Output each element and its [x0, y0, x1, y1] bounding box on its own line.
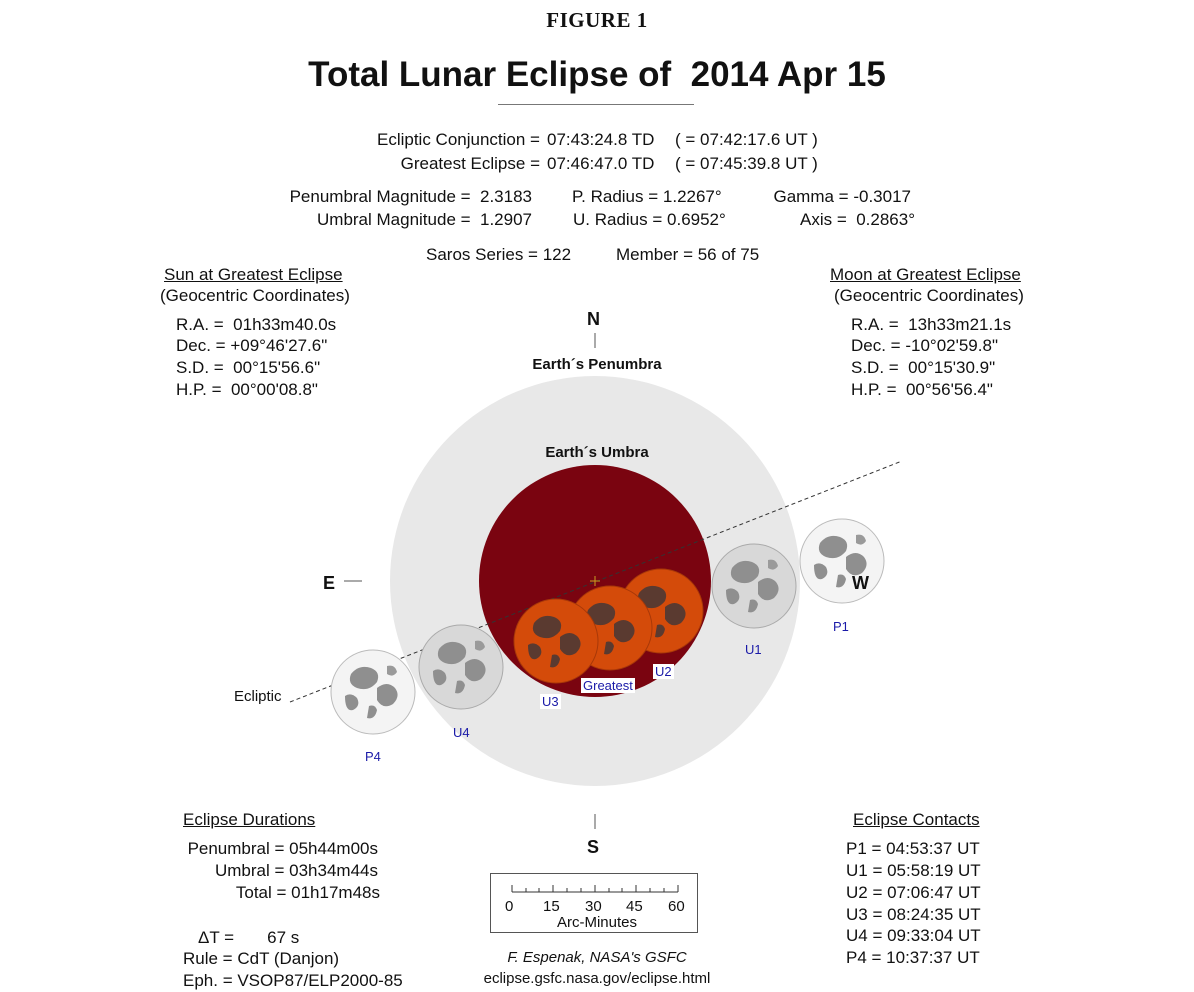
greatest-label: Greatest Eclipse =	[400, 154, 540, 173]
scale-tick-30: 30	[585, 898, 602, 915]
duration-umbral: Umbral = 03h34m44s	[214, 861, 378, 880]
conjunction-label: Ecliptic Conjunction =	[376, 130, 540, 149]
moon-hp: H.P. = 00°56'56.4"	[851, 380, 993, 399]
contact-p4: P4 = 10:37:37 UT	[846, 948, 980, 967]
u-radius: U. Radius = 0.6952°	[573, 210, 726, 229]
greatest-ut: ( = 07:45:39.8 UT )	[675, 154, 818, 173]
sun-ra: R.A. = 01h33m40.0s	[176, 315, 337, 334]
sun-hp: H.P. = 00°00'08.8"	[176, 380, 318, 399]
scale-label: Arc-Minutes	[556, 914, 638, 931]
gamma: Gamma = -0.3017	[773, 187, 911, 206]
moon-ra: R.A. = 13h33m21.1s	[851, 315, 1012, 334]
u2-label: U2	[655, 664, 672, 679]
axis: Axis = 0.2863°	[799, 210, 915, 229]
ecliptic-label: Ecliptic	[234, 688, 282, 705]
p1-label: P1	[833, 619, 849, 634]
credit-url: eclipse.gsfc.nasa.gov/eclipse.html	[483, 970, 711, 987]
ephemeris: Eph. = VSOP87/ELP2000-85	[183, 971, 403, 990]
delta-t: ΔT = 67 s	[198, 928, 300, 947]
moon-subheading: (Geocentric Coordinates)	[834, 286, 1024, 305]
south-label: S	[587, 837, 600, 857]
north-label: N	[587, 309, 600, 329]
sun-dec: Dec. = +09°46'27.6"	[176, 336, 328, 355]
figure-label: FIGURE 1	[546, 8, 648, 32]
penumbral-magnitude: Penumbral Magnitude = 2.3183	[289, 187, 532, 206]
moon-u1	[712, 544, 796, 628]
u3-label: U3	[542, 694, 559, 709]
durations-heading: Eclipse Durations	[183, 810, 316, 829]
scale-tick-45: 45	[626, 898, 643, 915]
scale-tick-60: 60	[668, 898, 685, 915]
scale-tick-0: 0	[505, 898, 514, 915]
sun-sd: S.D. = 00°15'56.6"	[176, 358, 321, 377]
duration-penumbral: Penumbral = 05h44m00s	[187, 839, 378, 858]
umbral-magnitude: Umbral Magnitude = 1.2907	[317, 210, 532, 229]
moon-p4	[331, 650, 415, 734]
umbra-label: Earth´s Umbra	[545, 444, 649, 461]
conjunction-ut: ( = 07:42:17.6 UT )	[675, 130, 818, 149]
contact-u2: U2 = 07:06:47 UT	[846, 883, 981, 902]
contact-p1: P1 = 04:53:37 UT	[846, 839, 980, 858]
eclipse-title: Total Lunar Eclipse of 2014 Apr 15	[308, 55, 886, 94]
contacts-heading: Eclipse Contacts	[853, 810, 980, 829]
sun-heading: Sun at Greatest Eclipse	[164, 265, 343, 284]
saros-series: Saros Series = 122	[426, 245, 572, 264]
rule: Rule = CdT (Danjon)	[183, 949, 340, 968]
west-label: W	[852, 573, 869, 593]
moon-heading: Moon at Greatest Eclipse	[830, 265, 1021, 284]
sun-subheading: (Geocentric Coordinates)	[160, 286, 350, 305]
p4-label: P4	[365, 749, 381, 764]
scale-tick-15: 15	[543, 898, 560, 915]
moon-dec: Dec. = -10°02'59.8"	[851, 336, 998, 355]
moon-sd: S.D. = 00°15'30.9"	[851, 358, 996, 377]
moon-u3	[514, 599, 598, 683]
contact-u3: U3 = 08:24:35 UT	[846, 905, 981, 924]
contact-u4: U4 = 09:33:04 UT	[846, 926, 981, 945]
greatest-label-marker: Greatest	[583, 678, 633, 693]
moon-p1	[800, 519, 884, 603]
u1-label: U1	[745, 642, 762, 657]
contact-u1: U1 = 05:58:19 UT	[846, 861, 981, 880]
moon-u4	[419, 625, 503, 709]
p-radius: P. Radius = 1.2267°	[572, 187, 722, 206]
u4-label: U4	[453, 725, 470, 740]
greatest-td: 07:46:47.0 TD	[547, 154, 655, 173]
saros-member: Member = 56 of 75	[616, 245, 760, 264]
east-label: E	[323, 573, 336, 593]
duration-total: Total = 01h17m48s	[235, 883, 380, 902]
credit-author: F. Espenak, NASA's GSFC	[507, 949, 687, 966]
penumbra-label: Earth´s Penumbra	[532, 356, 662, 373]
conjunction-td: 07:43:24.8 TD	[547, 130, 655, 149]
